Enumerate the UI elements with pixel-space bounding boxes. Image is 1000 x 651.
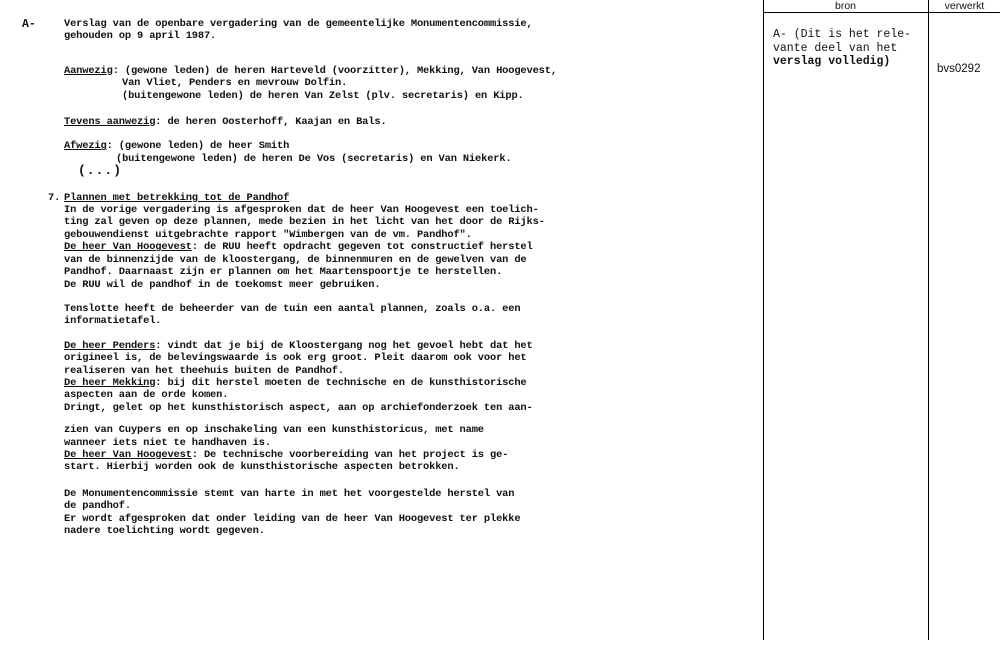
bron-line-3: verslag volledig) (773, 55, 891, 68)
afwezig-label: Afwezig (64, 140, 107, 153)
intro-line-3: gebouwendienst uitgebrachte rapport "Wimbergen van de vm. Pandhof". (64, 228, 472, 241)
section-marker: A- (22, 18, 36, 31)
closing-line-1: De Monumentencommissie stemt van harte in met het voorgestelde herstel van (64, 487, 515, 500)
tenslotte-line-1: Tenslotte heeft de beheerder van de tuin een aantal plannen, zoals o.a. een (64, 302, 521, 315)
agenda-item-7 (48, 191, 624, 538)
bron-line-2: vante deel van het (773, 41, 898, 55)
hoogevest2-label: De heer Van Hoogevest (64, 448, 192, 461)
cuypers-line-2: wanneer iets niet te handhaven is. (64, 436, 271, 449)
table-column-divider (928, 0, 929, 640)
hoogevest2-line-2: start. Hierbij worden ook de kunsthistorische aspecten betrokken. (64, 461, 460, 474)
aanwezig-line-3: (buitengewone leden) de heren Van Zelst (plv. secretaris) en Kipp. (122, 89, 524, 102)
item-heading: Plannen met betrekking tot de Pandhof (64, 191, 290, 204)
title-line-1: Verslag van de openbare vergadering van de gemeentelijke Monumentencommissie, (64, 18, 533, 30)
closing-line-4: nadere toelichting wordt gegeven. (64, 525, 265, 537)
mekking-line-2: aspecten aan de orde komen. (64, 389, 229, 402)
closing-line-2: de pandhof. (64, 500, 131, 513)
hoogevest1-line-2: van de binnenzijde van de kloostergang, de binnenmuren en de gewelven van de (64, 253, 527, 266)
afwezig-line-1: Afwezig: (gewone leden) de heer Smith (64, 140, 290, 153)
tevens-label: Tevens aanwezig (64, 116, 156, 129)
afwezig-line-2: (buitengewone leden) de heren De Vos (secretaris) en Van Niekerk. (116, 152, 512, 165)
hoogevest1-line-1: De heer Van Hoogevest: de RUU heeft opdracht gegeven tot constructief herstel (64, 241, 533, 254)
hoogevest1-line-4: De RUU wil de pandhof in de toekomst meer gebruiken. (64, 278, 381, 291)
hoogevest1-line-3: Pandhof. Daarnaast zijn er plannen om het Maartenspoortje te herstellen. (64, 266, 503, 279)
aanwezig-label: Aanwezig (64, 64, 113, 77)
hoogevest1-label: De heer Van Hoogevest (64, 241, 192, 254)
intro-line-1: In de vorige vergadering is afgesproken dat de heer Van Hoogevest een toelich- (64, 204, 539, 217)
penders-line-1: De heer Penders: vindt dat je bij de Kloostergang nog het gevoel hebt dat het (64, 339, 533, 352)
header-verwerkt: verwerkt (944, 0, 985, 12)
tevens-line: Tevens aanwezig: de heren Oosterhoff, Kaajan en Bals. (64, 116, 387, 129)
aanwezig-line-2: Van Vliet, Penders en mevrouw Dolfin. (122, 77, 348, 90)
table-header-rule (763, 12, 1000, 13)
document-body (48, 18, 624, 537)
bron-line-1: A- (Dit is het rele- (773, 28, 912, 41)
hoogevest2-line-1: De heer Van Hoogevest: De technische voorbereiding van het project is ge- (64, 448, 509, 461)
ellipsis: (...) (78, 163, 123, 179)
bron-cell (773, 28, 923, 69)
cuypers-line-1: zien van Cuypers en op inschakeling van een kunsthistoricus, met name (64, 424, 484, 437)
title-line-2: gehouden op 9 april 1987. (64, 30, 217, 43)
mekking-line-3: Dringt, gelet op het kunsthistorisch aspect, aan op archiefonderzoek ten aan- (64, 401, 533, 414)
table-left-border (763, 0, 764, 640)
intro-line-2: ting zal geven op deze plannen, mede bezien in het licht van het door de Rijks- (64, 216, 545, 229)
verwerkt-cell: bvs0292 (937, 63, 981, 75)
aanwezig-line-1: Aanwezig: (gewone leden) de heren Harteveld (voorzitter), Mekking, Van Hoogevest, (64, 64, 557, 77)
closing-line-3: Er wordt afgesproken dat onder leiding van de heer Van Hoogevest ter plekke (64, 512, 521, 525)
penders-line-3: realiseren van het theehuis buiten de Pandhof. (64, 364, 344, 377)
mekking-line-1: De heer Mekking: bij dit herstel moeten de technische en de kunsthistorische (64, 376, 527, 389)
header-bron: bron (834, 0, 856, 12)
tenslotte-line-2: informatietafel. (64, 315, 162, 328)
item-number: 7. (48, 191, 61, 204)
penders-line-2: origineel is, de belevingswaarde is ook erg groot. Pleit daarom ook voor het (64, 352, 527, 365)
mekking-label: De heer Mekking (64, 376, 156, 389)
penders-label: De heer Penders (64, 339, 156, 352)
side-table (763, 0, 1000, 651)
